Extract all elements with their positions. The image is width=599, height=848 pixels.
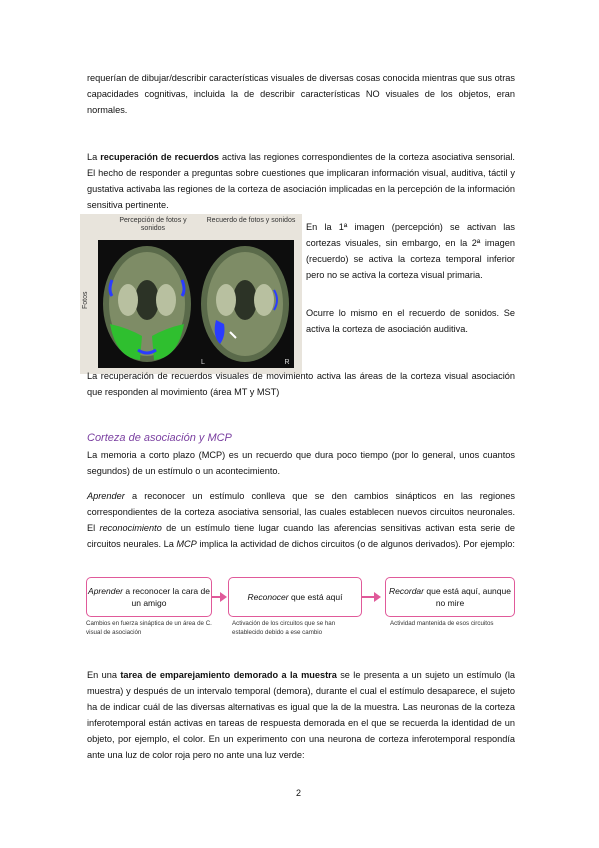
figure-explanation-1: En la 1ª imagen (percepción) se activan las cortezas visuales, sin embargo, en la 2ª imagen (recuerdo) se activa la corteza temporal inferior pero no se activa la corteza visual primaria. <box>306 222 515 280</box>
side-label: Fotos <box>82 291 89 309</box>
brain-scan-recall <box>196 240 294 368</box>
figure-explanation-2: Ocurre lo mismo en el recuerdo de sonidos. Se activa la corteza de asociación auditiva. <box>306 308 515 334</box>
caption-recall: Recuerdo de fotos y sonidos <box>206 217 296 224</box>
caption-perception: Percepción de fotos y sonidos <box>119 217 187 232</box>
flow-note-3: Actividad mantenida de esos circuitos <box>390 620 494 627</box>
brain-scan-perception <box>98 240 196 368</box>
paragraph-mcp: La memoria a corto plazo (MCP) es un recuerdo que dura poco tiempo (por lo general, unos cuantos segundos) de un estímulo o un acontecimiento. <box>87 450 515 476</box>
paragraph-memory-retrieval: La recuperación de recuerdos activa las regiones correspondientes de la corteza asociativa sensorial. El hecho de responder a preguntas sobre cuestiones que implicaran información visual, auditiva, táctil y gustativa activaba las regiones de la corteza de asociación implicadas en la percepción de la información sensitiva pertinente. <box>87 152 515 210</box>
flow-arrow-1 <box>220 592 227 602</box>
flow-arrow-2 <box>374 592 381 602</box>
flow-note-2: Activación de los circuitos que se han establecido debido a ese cambio <box>232 620 336 636</box>
right-marker: R <box>284 359 290 366</box>
paragraph-delayed-matching: En una tarea de emparejamiento demorado a la muestra se le presenta a un sujeto un estímulo (la muestra) y después de un intervalo temporal (demora), durante el cual el estímulo desaparece, el sujeto ha de indicar cuál de las diversas alternativas es igual que la de la muestra. Las neuronas de la corteza inferotemporal están activas en tareas de respuesta demorada en el que se recuerda la identidad de un objeto, por ejemplo, el color. En un experimento con una neurona de corteza inferotemporal respondía ante una luz de color roja pero no ante una luz verde: <box>87 670 515 760</box>
page-number: 2 <box>296 788 302 798</box>
flow-box-recognize: Reconocer que está aquí <box>228 577 362 617</box>
left-marker: L <box>201 359 205 366</box>
paragraph-intro: requerían de dibujar/describir características visuales de diversas cosas conocida mientras que sus otras capacidades cognitivas, incluida la de describir características NO visuales de los objetos, eran normales. <box>87 73 515 115</box>
paragraph-learning: Aprender a reconocer un estímulo conlleva que se den cambios sinápticos en las regiones correspondientes de la corteza asociativa sensorial, las cuales establecen nuevos circuitos neuronales. El reconocimiento de un estímulo tiene lugar cuando las aferencias sensitivas activan esta serie de circuitos neurales. La MCP implica la actividad de dichos circuitos (o de algunos derivados). Por ejemplo: <box>87 491 515 549</box>
section-heading: Corteza de asociación y MCP <box>87 432 232 444</box>
paragraph-motion-recall: La recuperación de recuerdos visuales de movimiento activa las áreas de la corteza visual asociación que responden al movimiento (área MT y MST) <box>87 371 515 397</box>
flow-box-remember: Recordar que está aquí, aunque no mire <box>385 577 515 617</box>
flow-box-learn: Aprender a reconocer la cara de un amigo <box>86 577 212 617</box>
flow-note-1: Cambios en fuerza sináptica de un área de C. visual de asociación <box>86 620 212 636</box>
flow-arrow-line-2 <box>361 596 375 598</box>
brain-scan-figure <box>80 214 302 374</box>
